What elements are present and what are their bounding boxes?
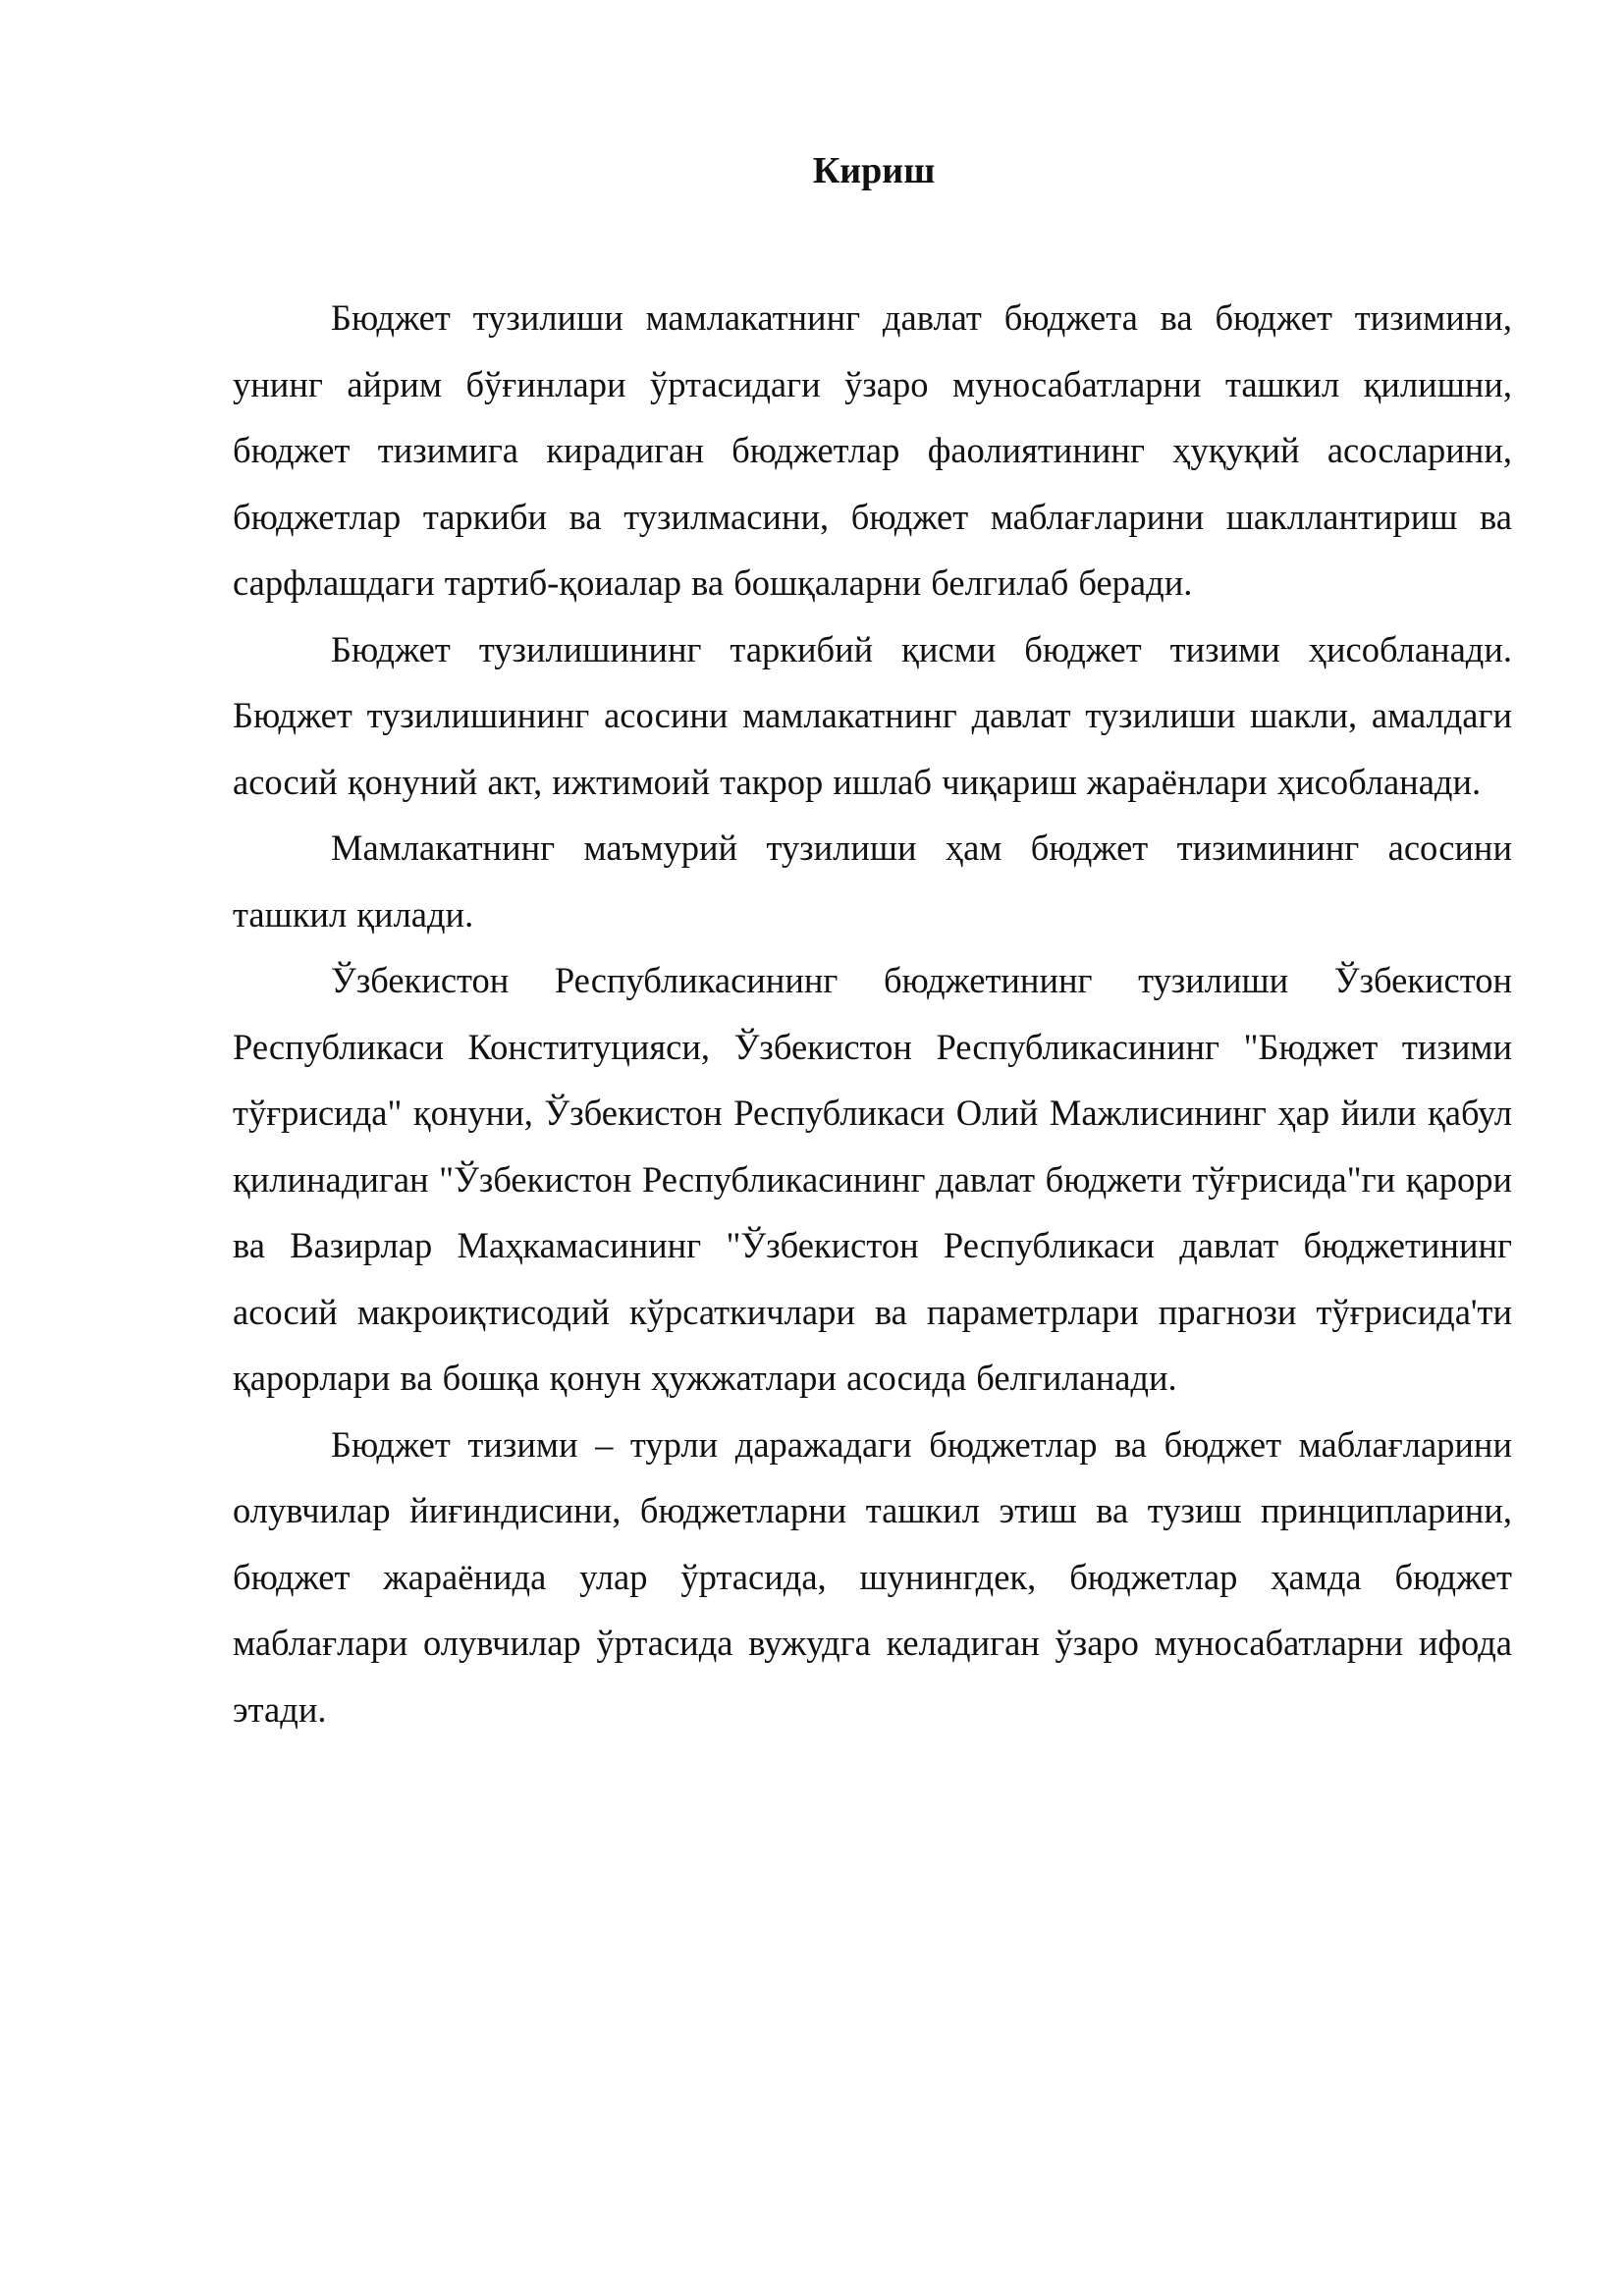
paragraph: Бюджет тузилишининг таркибий қисми бюджет тизими ҳисобланади. Бюджет тузилишининг асосини мамлакатнинг давлат тузилиши шакли, амалдаги асосий қонуний акт, ижтимоий такрор ишлаб чиқариш жараёнлари ҳисобланади. bbox=[233, 628, 1512, 802]
paragraph: Ўзбекистон Республикасининг бюджетининг тузилиши Ўзбекистон Республикаси Конституцияси, Ўзбекистон Республикасининг "Бюджет тизими тўғрисида" қонуни, Ўзбекистон Республикаси Олий Мажлисининг ҳар йили қабул қилинадиган "Ўзбекистон Республикасининг давлат бюджети тўғрисида"ги қарори ва Вазирлар Маҳкамасининг "Ўзбекистон Республикаси давлат бюджетининг асосий макроиқтисодий кўрсаткичлари ва параметрлари прагнози тўғрисида'ти қарорлари ва бошқа қонун ҳужжатлари асосида белгиланади. bbox=[233, 960, 1512, 1398]
paragraph: Бюджет тизими – турли даражадаги бюджетлар ва бюджет маблағларини олувчилар йиғиндисини, бюджетларни ташкил этиш ва тузиш принципларини, бюджет жараёнида улар ўртасида, шунингдек, бюджетлар ҳамда бюджет маблағлари олувчилар ўртасида вужудга келадиган ўзаро муносабатларни ифода этади. bbox=[233, 1423, 1512, 1730]
paragraph: Бюджет тузилиши мамлакатнинг давлат бюджета ва бюджет тизимини, унинг айрим бўғинлари ўртасидаги ўзаро муносабатларни ташкил қилишни, бюджет тизимига кирадиган бюджетлар фаолиятининг ҳуқуқий асосларини, бюджетлар таркиби ва тузилмасини, бюджет маблағларини шакллантириш ва сарфлашдаги тартиб-қоиалар ва бошқаларни белгилаб беради. bbox=[233, 297, 1512, 603]
paragraph: Мамлакатнинг маъмурий тузилиши ҳам бюджет тизимининг асосини ташкил қилади. bbox=[233, 828, 1512, 934]
document-body bbox=[233, 285, 1512, 1742]
page-title: Кириш bbox=[812, 150, 936, 191]
